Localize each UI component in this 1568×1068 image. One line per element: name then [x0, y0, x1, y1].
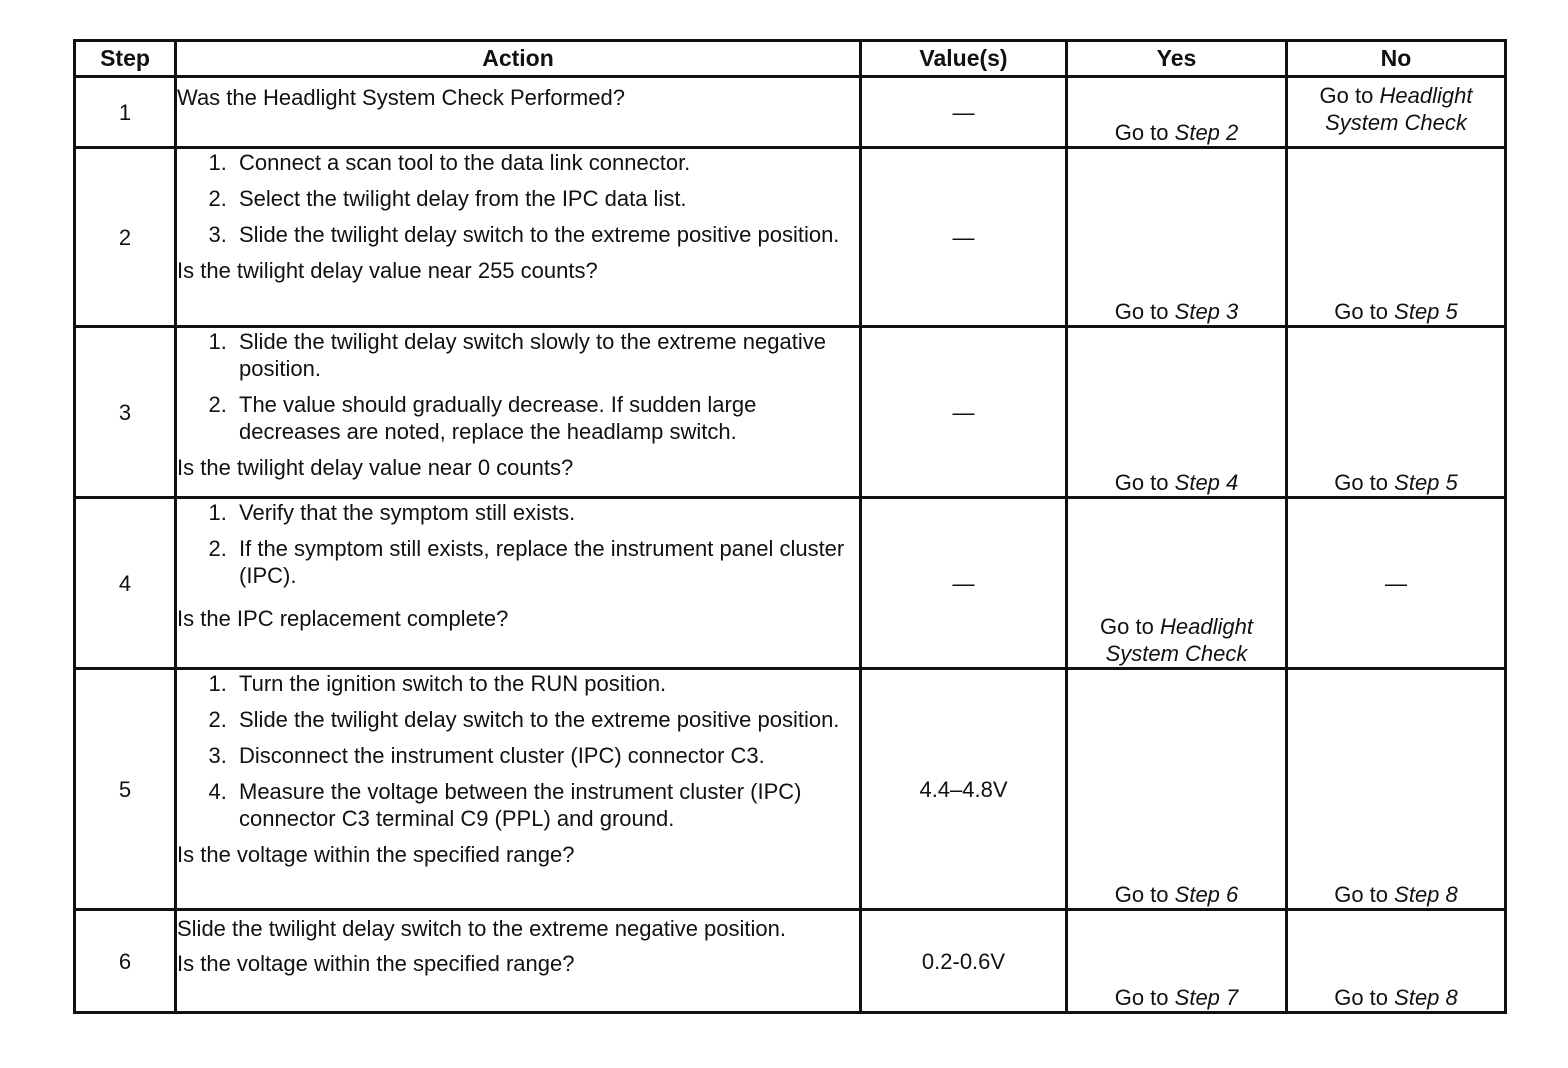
no-cell: [1287, 327, 1506, 498]
header-row: [75, 41, 1506, 77]
no-cell: [1287, 910, 1506, 1013]
table-row: [75, 327, 1506, 498]
yes-cell: [1067, 498, 1287, 669]
table-row: [75, 669, 1506, 910]
action-list-item: 1. Slide the twilight delay switch slowly to the extreme negative position.: [233, 328, 859, 382]
action-question: Is the twilight delay value near 0 counts?: [177, 455, 574, 480]
action-list-item: 1. Turn the ignition switch to the RUN position.: [233, 670, 859, 697]
header-values: Value(s): [861, 41, 1067, 77]
value-cell: [861, 669, 1067, 910]
yes-cell: [1067, 669, 1287, 910]
action-cell: [176, 327, 861, 498]
yes-target-link[interactable]: Step 2: [1174, 120, 1239, 145]
step-number: 4: [75, 498, 176, 669]
no-prefix: Go to: [1319, 83, 1374, 108]
header-no: No: [1287, 41, 1506, 77]
no-target-link[interactable]: Step 8: [1394, 882, 1458, 907]
action-list-item: 2. Select the twilight delay from the IPC data list.: [233, 185, 859, 212]
no-cell: [1287, 148, 1506, 327]
action-list-item: 1. Verify that the symptom still exists.: [233, 499, 859, 526]
step-number: 2: [75, 148, 176, 327]
header-step: Step: [75, 41, 176, 77]
value-text: 0.2-0.6V: [921, 948, 1006, 974]
value-text: —: [952, 570, 975, 596]
yes-prefix: Go to: [1114, 985, 1169, 1010]
yes-prefix: Go to: [1114, 299, 1169, 324]
action-question: Is the voltage within the specified range?: [177, 842, 575, 867]
action-cell: [176, 77, 861, 148]
header-yes: Yes: [1067, 41, 1287, 77]
action-text: Slide the twilight delay switch to the extreme negative position.: [177, 916, 786, 941]
value-text: —: [952, 224, 975, 250]
yes-prefix: Go to: [1114, 470, 1169, 495]
step-number: 1: [75, 77, 176, 148]
action-cell: [176, 148, 861, 327]
table-row: [75, 77, 1506, 148]
no-prefix: Go to: [1334, 985, 1389, 1010]
no-prefix: Go to: [1334, 470, 1389, 495]
action-cell: [176, 910, 861, 1013]
step-number: 3: [75, 327, 176, 498]
yes-target-link[interactable]: Headlight System Check: [1105, 614, 1253, 666]
action-list-item: 1. Connect a scan tool to the data link connector.: [233, 149, 859, 176]
action-list-item: 3. Slide the twilight delay switch to the extreme positive position.: [233, 221, 859, 248]
value-cell: [861, 327, 1067, 498]
action-list-item: 2. If the symptom still exists, replace the instrument panel cluster (IPC).: [233, 535, 859, 589]
diagnostic-table: [73, 39, 1507, 1014]
action-list-item: 2. The value should gradually decrease. If sudden large decreases are noted, replace the headlamp switch.: [233, 391, 859, 445]
step-number: 5: [75, 669, 176, 910]
no-cell: [1287, 669, 1506, 910]
no-prefix: Go to: [1334, 299, 1389, 324]
value-text: —: [952, 99, 975, 125]
action-list-item: 3. Disconnect the instrument cluster (IPC) connector C3.: [233, 742, 859, 769]
action-cell: [176, 669, 861, 910]
action-text: Was the Headlight System Check Performed?: [177, 85, 625, 110]
yes-target-link[interactable]: Step 3: [1174, 299, 1239, 324]
table-row: [75, 498, 1506, 669]
value-cell: [861, 498, 1067, 669]
action-list-item: 4. Measure the voltage between the instrument cluster (IPC) connector C3 terminal C9 (PPL) and ground.: [233, 778, 859, 832]
action-question: Is the voltage within the specified range?: [177, 951, 575, 976]
yes-prefix: Go to: [1114, 120, 1169, 145]
action-question: Is the IPC replacement complete?: [177, 606, 509, 631]
no-target-link[interactable]: Step 8: [1394, 985, 1458, 1010]
value-cell: [861, 910, 1067, 1013]
yes-target-link[interactable]: Step 4: [1174, 470, 1239, 495]
no-prefix: Go to: [1334, 882, 1389, 907]
no-cell: [1287, 498, 1506, 669]
action-list: [177, 670, 859, 832]
yes-target-link[interactable]: Step 7: [1174, 985, 1239, 1010]
no-target-link[interactable]: Step 5: [1394, 299, 1458, 324]
yes-cell: [1067, 77, 1287, 148]
value-text: —: [952, 399, 975, 425]
action-question: Is the twilight delay value near 255 counts?: [177, 258, 598, 283]
action-list: [177, 328, 859, 445]
no-target-link[interactable]: Headlight System Check: [1325, 83, 1473, 135]
yes-cell: [1067, 327, 1287, 498]
value-cell: [861, 77, 1067, 148]
yes-cell: [1067, 910, 1287, 1013]
action-list-item: 2. Slide the twilight delay switch to the extreme positive position.: [233, 706, 859, 733]
step-number: 6: [75, 910, 176, 1013]
table-row: [75, 148, 1506, 327]
yes-prefix: Go to: [1100, 614, 1154, 639]
action-cell: [176, 498, 861, 669]
no-target-text: —: [1385, 570, 1407, 596]
no-cell: [1287, 77, 1506, 148]
no-target-link[interactable]: Step 5: [1394, 470, 1458, 495]
yes-target-link[interactable]: Step 6: [1174, 882, 1239, 907]
yes-prefix: Go to: [1114, 882, 1169, 907]
header-action: Action: [176, 41, 861, 77]
action-list: [177, 499, 859, 589]
table-row: [75, 910, 1506, 1013]
value-text: 4.4–4.8V: [919, 776, 1008, 802]
yes-cell: [1067, 148, 1287, 327]
value-cell: [861, 148, 1067, 327]
action-list: [177, 149, 859, 248]
